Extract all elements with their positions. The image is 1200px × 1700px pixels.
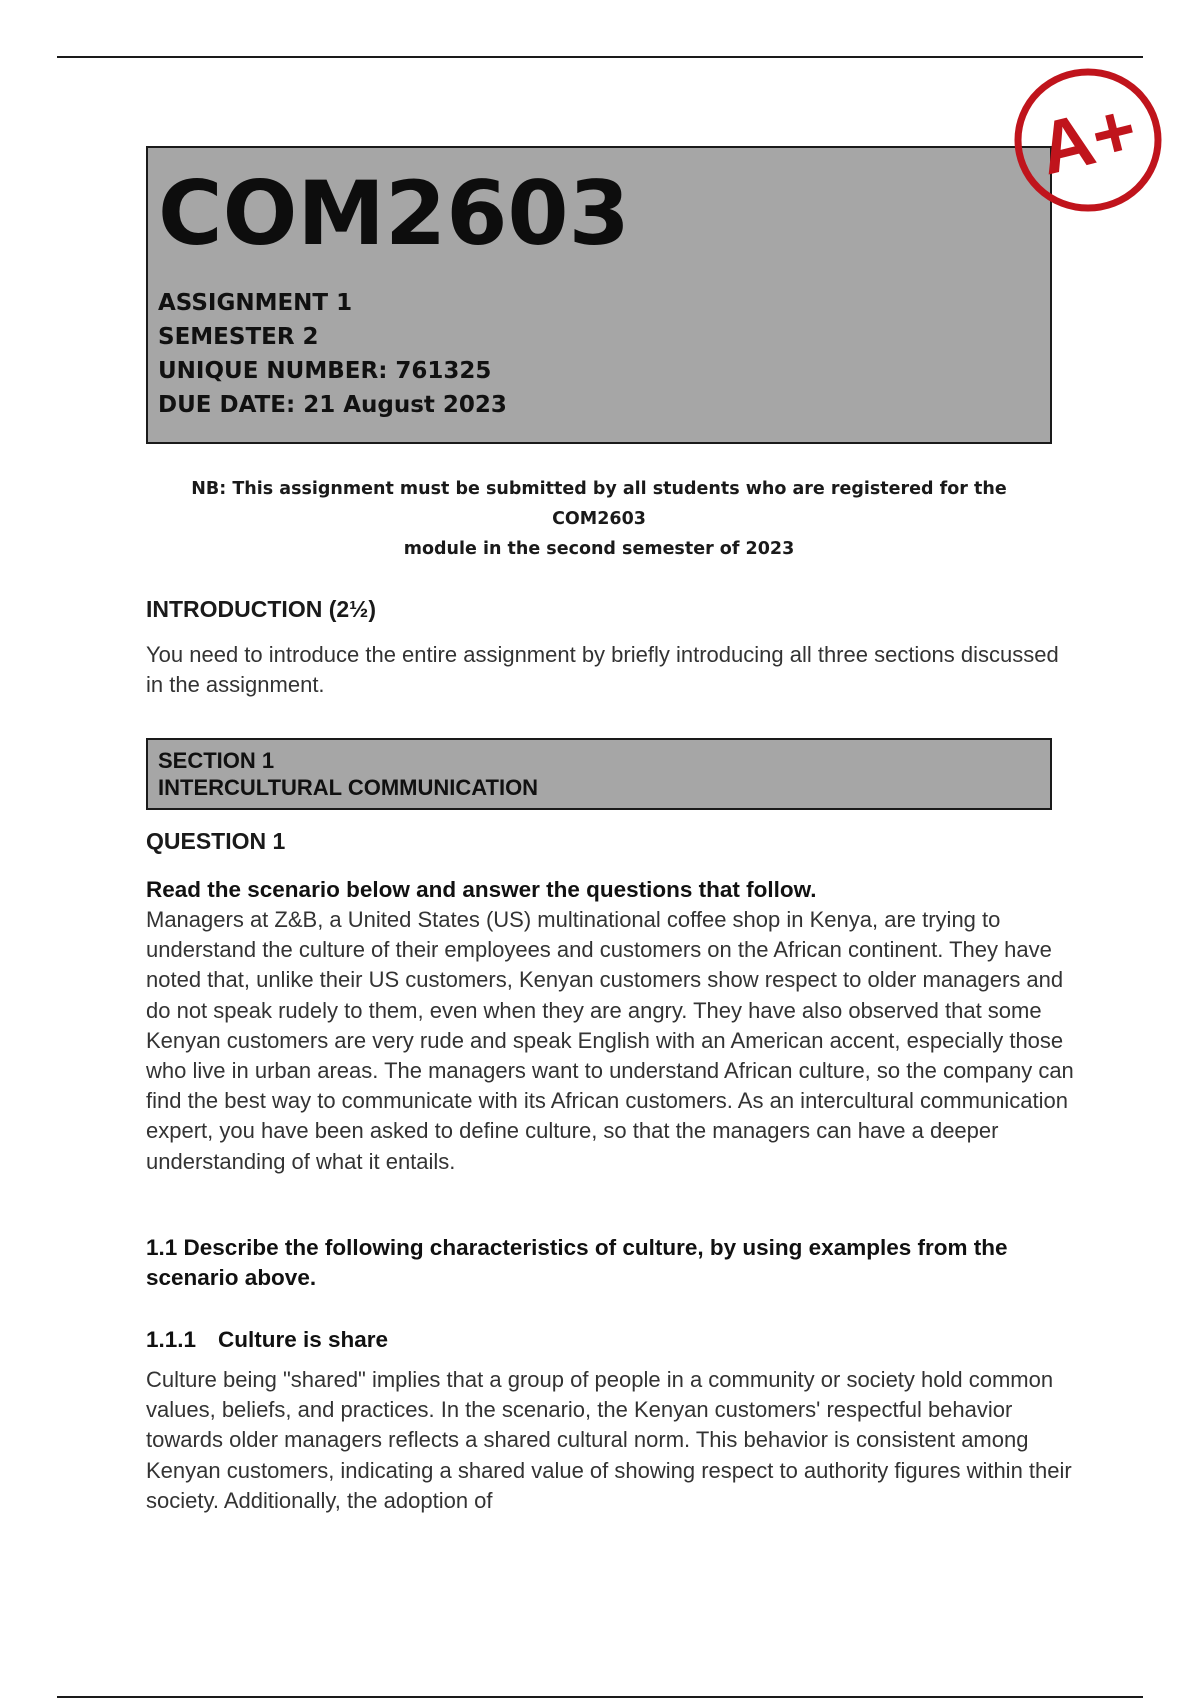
cover-details [158,286,507,422]
course-code: COM2603 [158,162,630,265]
grade-stamp-icon [1008,64,1168,214]
introduction-heading: INTRODUCTION (2½) [146,596,376,622]
sub-sub-question-number: 1.1.1 [146,1327,197,1352]
sub-sub-question-heading [146,1327,388,1353]
section-title: INTERCULTURAL COMMUNICATION [158,775,539,800]
introduction-text: You need to introduce the entire assignment by briefly introducing all three sections discussed in the assignment. [146,642,1059,698]
question-instruction: Read the scenario below and answer the questions that follow. [146,877,817,902]
cover-box [146,146,1052,444]
unique-number-label: UNIQUE NUMBER: 761325 [158,358,492,384]
answer-text: Culture being "shared" implies that a group of people in a community or society hold common values, beliefs, and practices. In the scenario, the Kenyan customers' respectful behavior towards older managers reflects a shared cultural norm. This behavior is consistent among Kenyan customers, indicating a shared value of showing respect to authority figures within their society. Additionally, the adoption of [146,1367,1072,1513]
bottom-rule [57,1696,1143,1698]
scenario-text: Managers at Z&B, a United States (US) multinational coffee shop in Kenya, are trying to understand the culture of their employees and customers on the African continent. They have noted that, unlike their US customers, Kenyan customers show respect to older managers and do not speak rudely to them, even when they are angry. They have also observed that some Kenyan customers are very rude and speak English with an American accent, especially those who live in urban areas. The managers want to understand African culture, so the company can find the best way to communicate with its African customers. As an intercultural communication expert, you have been asked to define culture, so that the managers can have a deeper understanding of what it entails. [146,907,1074,1174]
top-rule [57,56,1143,58]
assignment-label: ASSIGNMENT 1 [158,290,353,316]
section-label: SECTION 1 [158,748,275,773]
semester-label: SEMESTER 2 [158,324,319,350]
due-date-label: DUE DATE: 21 August 2023 [158,392,507,418]
question-heading: QUESTION 1 [146,828,286,854]
submission-note-line-2: module in the second semester of 2023 [403,539,795,559]
sub-question: 1.1 Describe the following characteristics of culture, by using examples from the scenario above. [146,1235,1008,1291]
grade-stamp-text: A+ [1030,86,1145,191]
section-header-box [146,738,1052,810]
submission-note-line-1: NB: This assignment must be submitted by all students who are registered for the COM2603 [191,479,1007,529]
sub-sub-question-title: Culture is share [218,1327,389,1352]
submission-note [146,474,1052,564]
